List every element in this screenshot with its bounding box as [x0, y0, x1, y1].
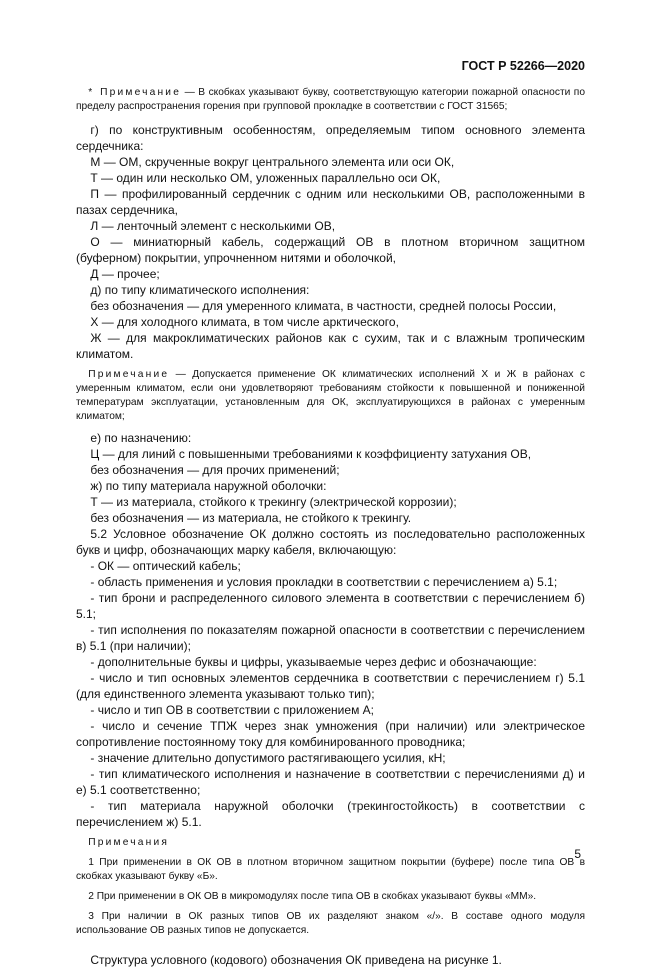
text-line: Ж — для макроклиматических районов как с сухим, так и с влажным тропическим климатом.: [76, 331, 585, 361]
page-body: [76, 86, 585, 968]
page-number: 5: [574, 847, 581, 861]
list-item: - ОК — оптический кабель;: [90, 559, 241, 573]
notes-title: Примечания: [88, 837, 170, 848]
text-line: без обозначения — для прочих применений;: [90, 463, 340, 477]
note-label: Примечание: [88, 369, 170, 380]
text-line: без обозначения — из материала, не стойкого к трекингу.: [90, 511, 412, 525]
note-item: 2 При применении в ОК ОВ в микромодулях после типа ОВ в скобках указывают буквы «ММ».: [88, 891, 537, 902]
figure-reference: Структура условного (кодового) обозначения ОК приведена на рисунке 1.: [90, 953, 502, 967]
text-line: г) по конструктивным особенностям, определяемым типом основного элемента сердечника:: [76, 123, 585, 153]
list-item: - число и тип основных элементов сердечника в соответствии с перечислением г) 5.1 (для единственного элемента указывают только тип);: [76, 671, 585, 701]
note-text: — В скобках указывают букву, соответствующую категории пожарной опасности по пределу распространения горения при групповой прокладке в соответствии с ГОСТ 31565;: [76, 87, 585, 112]
text-line: без обозначения — для умеренного климата, в частности, средней полосы России,: [90, 299, 557, 313]
text-line: д) по типу климатического исполнения:: [90, 283, 310, 297]
text-line: Т — один или несколько ОМ, уложенных параллельно оси ОК,: [90, 171, 441, 185]
text-line: Т — из материала, стойкого к трекингу (электрической коррозии);: [90, 495, 457, 509]
text-line: Х — для холодного климата, в том числе арктического,: [90, 315, 399, 329]
list-item: - число и сечение ТПЖ через знак умножения (при наличии) или электрическое сопротивление постоянному току для комбинированного проводника;: [76, 719, 585, 749]
note-text: — Допускается применение ОК климатических исполнений Х и Ж в районах с умеренным климатом, если они удовлетворяют требованиям стойкости к повышенной и пониженной температурам эксплуатации, установленным для ОК, эксплуатирующихся в районах с умеренным климатом;: [76, 369, 585, 422]
text-line: ж) по типу материала наружной оболочки:: [90, 479, 327, 493]
list-item: - тип брони и распределенного силового элемента в соответствии с перечислением б) 5.1;: [76, 591, 585, 621]
note-label: * Примечание: [88, 87, 182, 98]
text-line: Л — ленточный элемент с несколькими ОВ,: [90, 219, 336, 233]
list-item: - область применения и условия прокладки в соответствии с перечислением а) 5.1;: [90, 575, 558, 589]
climate-note: [76, 368, 585, 424]
text-line: е) по назначению:: [90, 431, 192, 445]
document-header: ГОСТ Р 52266—2020: [461, 59, 585, 73]
text-line: П — профилированный сердечник с одним или несколькими ОВ, расположенными в пазах сердечника,: [76, 187, 585, 217]
text-line: 5.2 Условное обозначение ОК должно состоять из последовательно расположенных букв и цифр, обозначающих марку кабеля, включающую:: [76, 527, 585, 557]
text-line: М — ОМ, скрученные вокруг центрального элемента или оси ОК,: [90, 155, 455, 169]
note-item: 1 При применении в ОК ОВ в плотном вторичном защитном покрытии (буфере) после типа ОВ в скобках указывают букву «Б».: [76, 857, 585, 882]
list-item: - тип климатического исполнения и назначение в соответствии с перечислениями д) и е) 5.1 соответственно;: [76, 767, 585, 797]
list-item: - тип исполнения по показателям пожарной опасности в соответствии с перечислением в) 5.1 (при наличии);: [76, 623, 585, 653]
text-line: Ц — для линий с повышенными требованиями к коэффициенту затухания ОВ,: [90, 447, 532, 461]
list-item: - значение длительно допустимого растягивающего усилия, кН;: [90, 751, 446, 765]
text-line: О — миниатюрный кабель, содержащий ОВ в плотном вторичном защитном (буферном) покрытии, упрочненном нитями и оболочкой,: [76, 235, 585, 265]
text-line: Д — прочее;: [90, 267, 160, 281]
footnote-note: [76, 86, 585, 114]
list-item: - число и тип ОВ в соответствии с приложением А;: [90, 703, 374, 717]
list-item: - тип материала наружной оболочки (трекингостойкость) в соответствии с перечислением ж) 5.1.: [76, 799, 585, 829]
note-item: 3 При наличии в ОК разных типов ОВ их разделяют знаком «/». В составе одного модуля использование ОВ разных типов не допускается.: [76, 911, 585, 936]
list-item: - дополнительные буквы и цифры, указываемые через дефис и обозначающие:: [90, 655, 537, 669]
